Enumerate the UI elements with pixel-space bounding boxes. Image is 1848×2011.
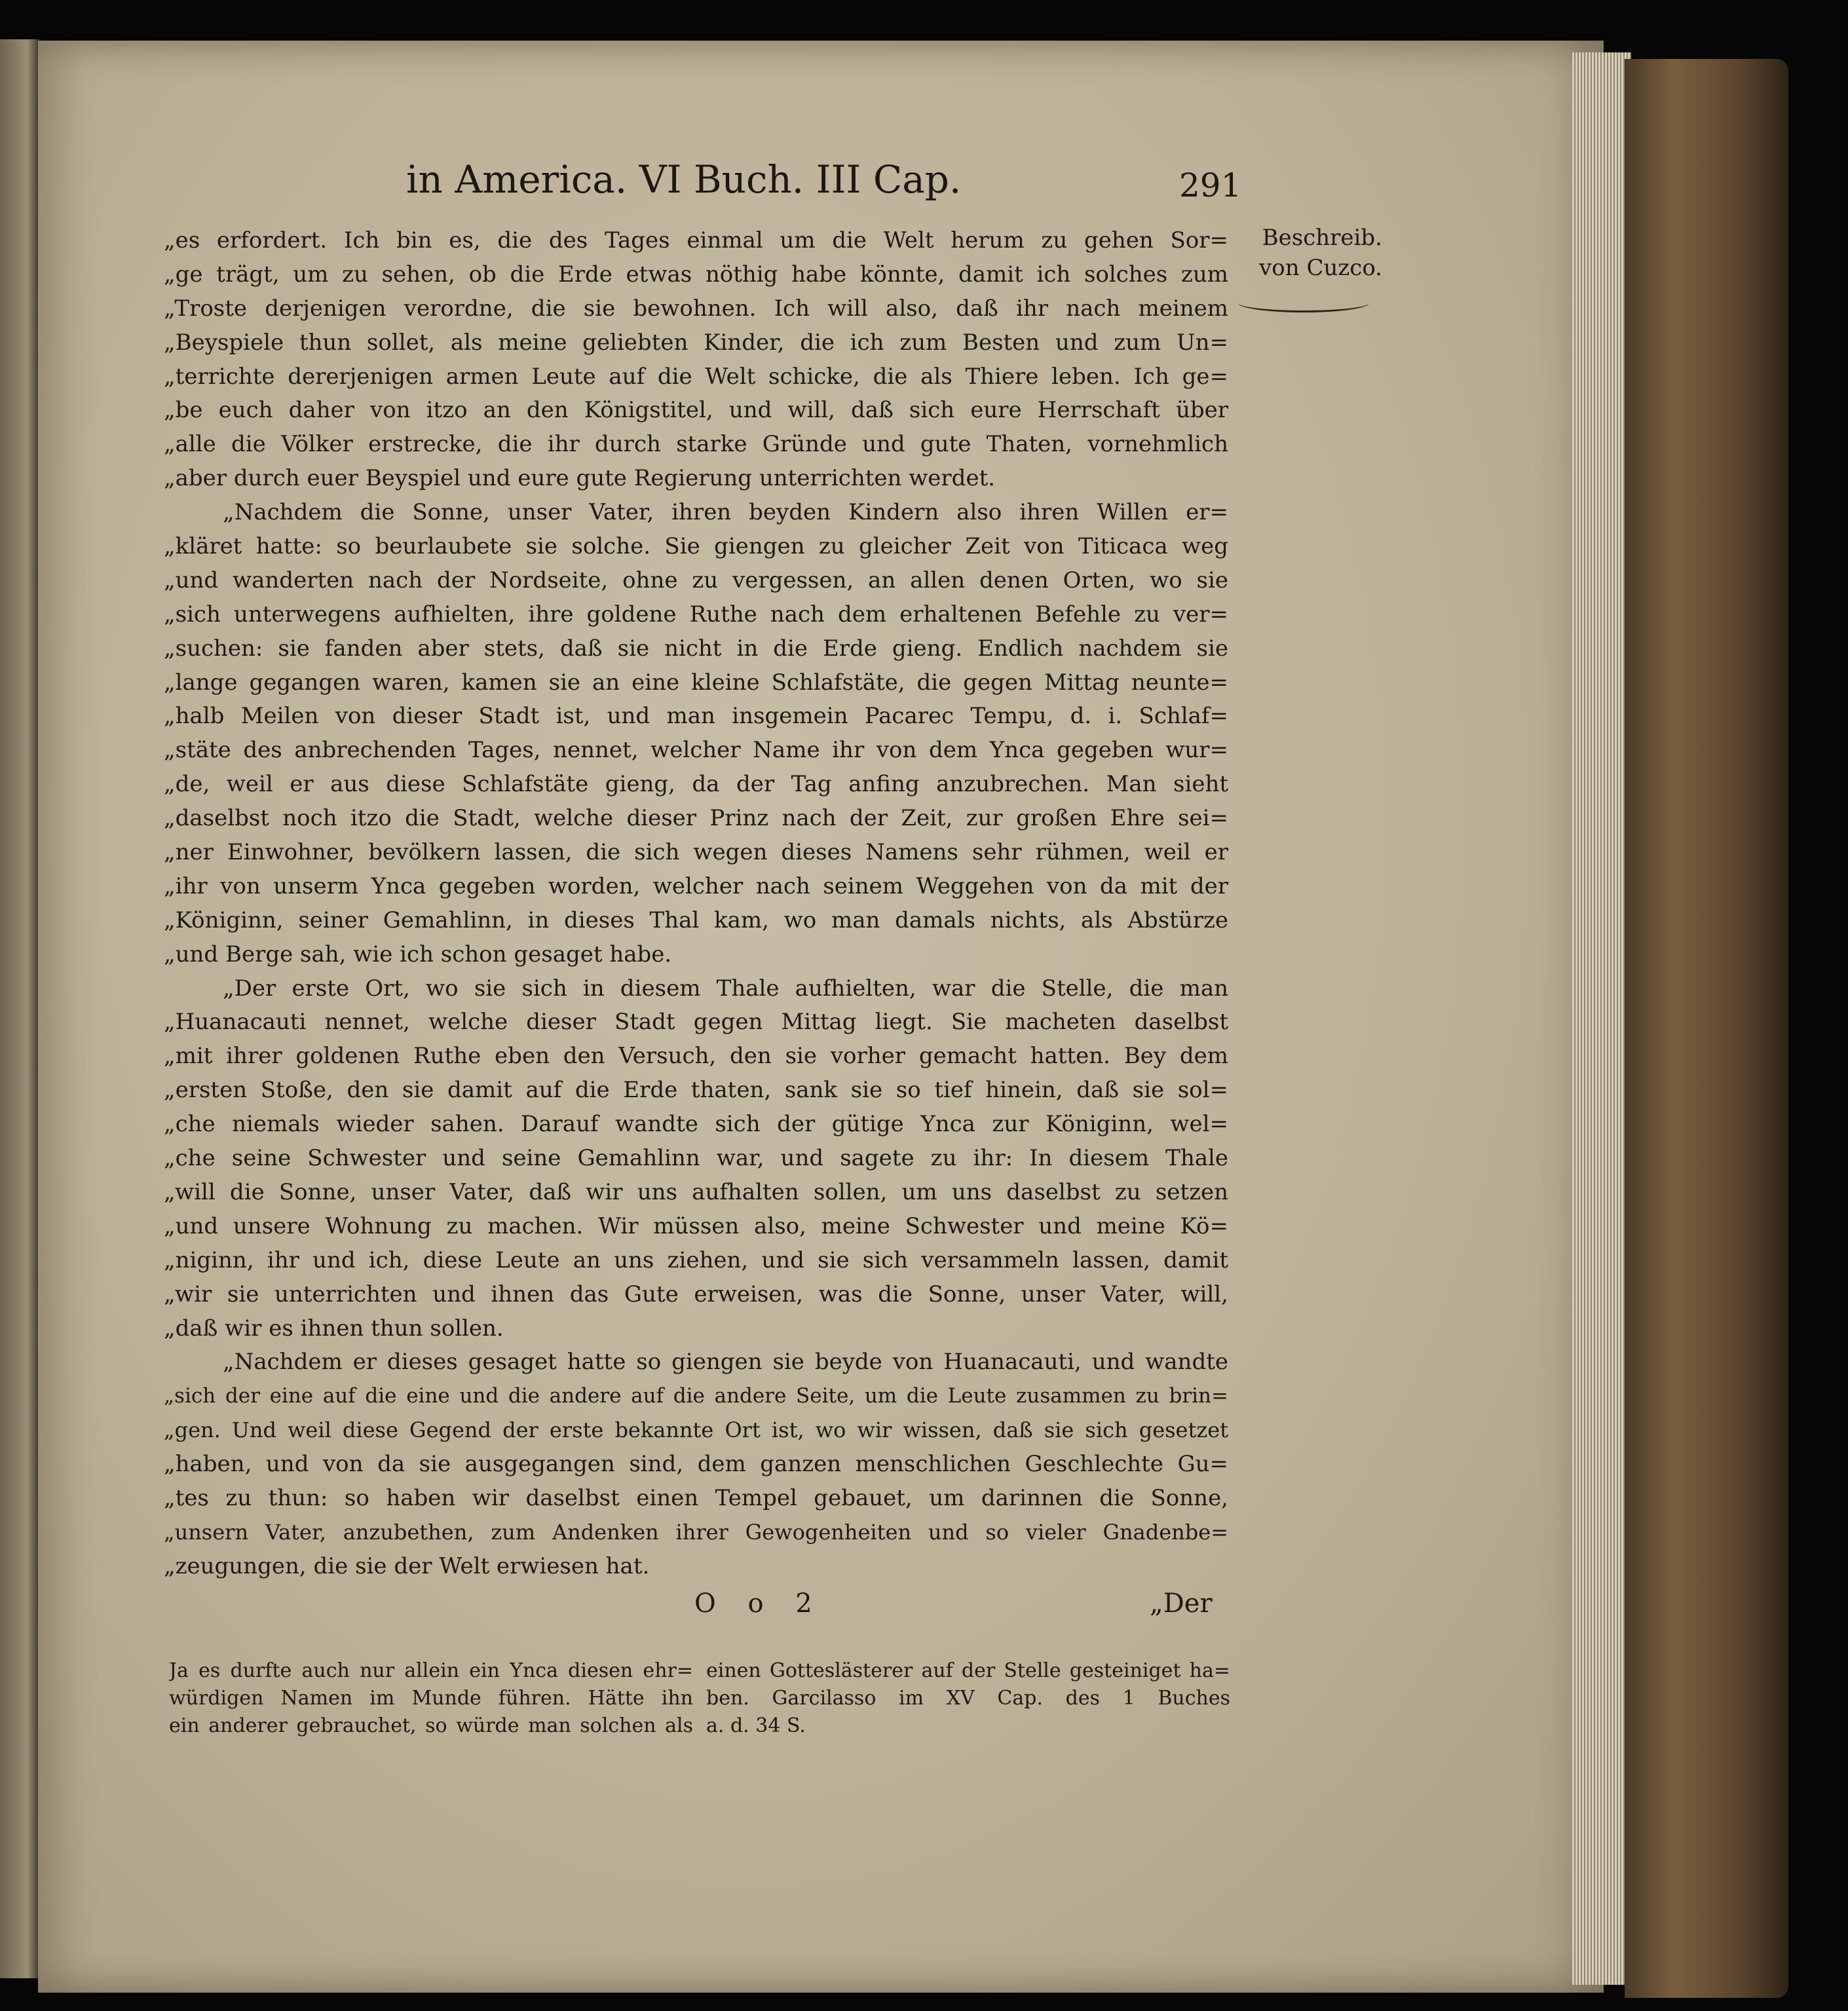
- text-line: „ersten Stoße, den sie damit auf die Erde thaten, sank sie so tief hinein, daß sie sol=: [164, 1077, 1228, 1104]
- page-stack-edge: [1572, 52, 1631, 1985]
- text-line: „Huanacauti nennet, welche dieser Stadt gegen Mittag liegt. Sie macheten daselbst: [164, 1009, 1228, 1036]
- running-header: in America. VI Buch. III Cap.: [406, 157, 962, 202]
- text-line: „wir sie unterrichten und ihnen das Gute erweisen, was die Sonne, unser Vater, will,: [164, 1281, 1228, 1307]
- text-line: „niginn, ihr und ich, diese Leute an uns ziehen, und sie sich versammeln lassen, damit: [164, 1247, 1228, 1273]
- text-line: „alle die Völker erstrecke, die ihr durch starke Gründe und gute Thaten, vornehmlich: [164, 431, 1228, 458]
- text-line: „haben, und von da sie ausgegangen sind, dem ganzen menschlichen Geschlechte Gu=: [164, 1451, 1228, 1478]
- text-line: „Königinn, seiner Gemahlinn, in dieses Thal kam, wo man damals nichts, als Abstürze: [164, 907, 1228, 933]
- text-line: „ihr von unserm Ynca gegeben worden, welcher nach seinem Weggehen von da mit der: [164, 873, 1228, 899]
- text-line: „de, weil er aus diese Schlafstäte gieng, da der Tag anfing anzubrechen. Man sieht: [164, 771, 1228, 798]
- marginal-brace: [1238, 293, 1369, 312]
- text-line: „und wanderten nach der Nordseite, ohne zu vergessen, an allen denen Orten, wo sie: [164, 567, 1228, 593]
- text-line: „che niemals wieder sahen. Darauf wandte sich der gütige Ynca zur Königinn, wel=: [164, 1111, 1228, 1138]
- marginal-note-line: von Cuzco.: [1259, 255, 1382, 281]
- text-line: „terrichte dererjenigen armen Leute auf die Welt schicke, die als Thiere leben. Ich ge=: [164, 363, 1228, 390]
- text-line: „zeugungen, die sie der Welt erwiesen hat.: [164, 1552, 650, 1579]
- text-line: „halb Meilen von dieser Stadt ist, und man insgemein Pacarec Tempu, d. i. Schlaf=: [164, 703, 1228, 730]
- footnote-line: ben. Garcilasso im XV Cap. des 1 Buches: [706, 1687, 1230, 1710]
- book-cover-edge: [1625, 59, 1788, 1998]
- text-line: „unsern Vater, anzubethen, zum Andenken ihrer Gewogenheiten und so vieler Gnadenbe=: [164, 1519, 1228, 1545]
- main-text: [164, 224, 1228, 1584]
- text-line: „lange gegangen waren, kamen sie an eine kleine Schlafstäte, die gegen Mittag neunte=: [164, 669, 1228, 696]
- signature-mark: O o 2: [694, 1588, 824, 1619]
- text-line: „suchen: sie fanden aber stets, daß sie nicht in die Erde gieng. Endlich nachdem sie: [164, 635, 1228, 662]
- text-line: „che seine Schwester und seine Gemahlinn war, und sagete zu ihr: In diesem Thale: [164, 1145, 1228, 1172]
- text-line: „kläret hatte: so beurlaubete sie solche. Sie giengen zu gleicher Zeit von Titicaca weg: [164, 533, 1228, 560]
- page-number: 291: [1179, 166, 1242, 204]
- footnote-right-column: [706, 1657, 1230, 1740]
- text-line: „ge trägt, um zu sehen, ob die Erde etwas nöthig habe könnte, damit ich solches zum: [164, 261, 1228, 288]
- left-page-edge: [0, 39, 39, 1978]
- catchword: „Der: [1150, 1588, 1213, 1619]
- footnote-line: einen Gotteslästerer auf der Stelle gesteiniget ha=: [706, 1659, 1230, 1682]
- text-line: „gen. Und weil diese Gegend der erste bekannte Ort ist, wo wir wissen, daß sie sich gesetzet: [164, 1418, 1228, 1443]
- footnote-line: a. d. 34 S.: [706, 1714, 806, 1737]
- footnote-line: Ja es durfte auch nur allein ein Ynca diesen ehr=: [169, 1659, 693, 1682]
- text-line: „stäte des anbrechenden Tages, nennet, welcher Name ihr von dem Ynca gegeben wur=: [164, 737, 1228, 764]
- text-line: „und Berge sah, wie ich schon gesaget habe.: [164, 941, 672, 968]
- text-line: „tes zu thun: so haben wir daselbst einen Tempel gebauet, um darinnen die Sonne,: [164, 1484, 1228, 1511]
- text-line: „will die Sonne, unser Vater, daß wir uns aufhalten sollen, um uns daselbst zu setzen: [164, 1178, 1228, 1205]
- text-line: „Nachdem er dieses gesaget hatte so giengen sie beyde von Huanacauti, und wandte: [223, 1349, 1228, 1376]
- text-line: „Beyspiele thun sollet, als meine geliebten Kinder, die ich zum Besten und zum Un=: [164, 329, 1228, 356]
- text-line: „Troste derjenigen verordne, die sie bewohnen. Ich will also, daß ihr nach meinem: [164, 295, 1228, 322]
- text-line: „Nachdem die Sonne, unser Vater, ihren beyden Kindern also ihren Willen er=: [223, 499, 1228, 526]
- text-line: „sich unterwegens aufhielten, ihre goldene Ruthe nach dem erhaltenen Befehle zu ver=: [164, 601, 1228, 628]
- marginal-note: [1238, 223, 1382, 283]
- text-line: „und unsere Wohnung zu machen. Wir müssen also, meine Schwester und meine Kö=: [164, 1212, 1228, 1239]
- marginal-note-line: Beschreib.: [1262, 225, 1382, 251]
- text-line: „sich der eine auf die eine und die andere auf die andere Seite, um die Leute zusammen zu brin=: [164, 1384, 1228, 1408]
- footnote-line: würdigen Namen im Munde führen. Hätte ihn: [169, 1687, 693, 1710]
- text-line: „aber durch euer Beyspiel und eure gute Regierung unterrichten werdet.: [164, 465, 996, 492]
- text-line: „Der erste Ort, wo sie sich in diesem Thale aufhielten, war die Stelle, die man: [223, 975, 1228, 1002]
- text-line: „ner Einwohner, bevölkern lassen, die sich wegen dieses Namens sehr rühmen, weil er: [164, 839, 1228, 866]
- text-line: „be euch daher von itzo an den Königstitel, und will, daß sich eure Herrschaft über: [164, 397, 1228, 424]
- text-line: „mit ihrer goldenen Ruthe eben den Versuch, den sie vorher gemacht hatten. Bey dem: [164, 1043, 1228, 1070]
- footnote-line: ein anderer gebrauchet, so würde man solchen als: [169, 1714, 693, 1737]
- text-line: „es erfordert. Ich bin es, die des Tages einmal um die Welt herum zu gehen Sor=: [164, 227, 1228, 254]
- text-line: „daß wir es ihnen thun sollen.: [164, 1315, 504, 1342]
- footnote-left-column: [169, 1657, 693, 1740]
- text-line: „daselbst noch itzo die Stadt, welche dieser Prinz nach der Zeit, zur großen Ehre sei=: [164, 805, 1228, 832]
